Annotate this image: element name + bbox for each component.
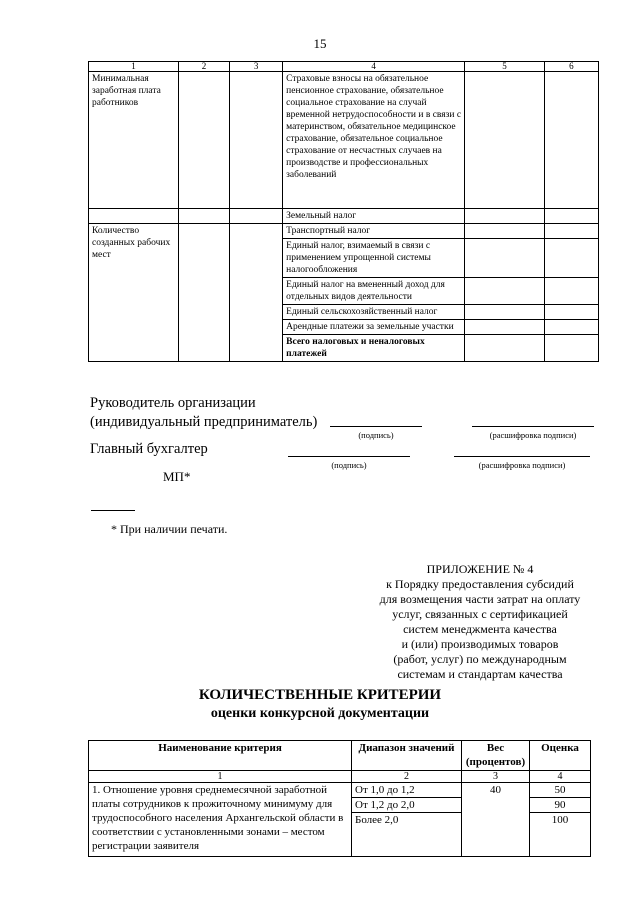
appendix-line: услуг, связанных с сертификацией (392, 607, 568, 621)
criteria-subtitle: оценки конкурсной документации (210, 706, 430, 721)
head-label-line1: Руководитель организации (90, 395, 256, 411)
chief-accountant-label: Главный бухгалтер (90, 441, 208, 457)
footnote-separator (91, 510, 135, 511)
row-label: Арендные платежи за земельные участки (283, 320, 465, 335)
page-number: 15 (313, 36, 327, 51)
criteria-title: КОЛИЧЕСТВЕННЫЕ КРИТЕРИИ (198, 687, 442, 703)
range-value: От 1,0 до 1,2 (352, 783, 462, 798)
row-label: Единый налог на вмененный доход для отдельных видов деятельности (283, 278, 465, 305)
group-label-jobs: Количество созданных рабочих мест (89, 224, 179, 362)
head-transcript-line (472, 426, 594, 427)
appendix-line: для возмещения части затрат на оплату (379, 592, 581, 606)
header-score: Оценка (530, 741, 591, 771)
col-number: 4 (283, 62, 465, 72)
accountant-transcript-line (454, 456, 590, 457)
range-value: Более 2,0 (352, 813, 462, 857)
footnote: * При наличии печати. (111, 522, 228, 536)
criterion-text: 1. Отношение уровня среднемесячной заработной платы сотрудников к прожиточному минимуму для трудоспособного населения Архангельской области в соответствии с установленными зонами – местом регистрации заявителя (89, 783, 352, 857)
head-signature-line (330, 426, 422, 427)
appendix-block (360, 562, 600, 682)
criteria-number-row (89, 771, 591, 783)
header-criterion: Наименование критерия (89, 741, 352, 771)
transcript-caption: (расшифровка подписи) (489, 430, 577, 440)
col-number: 2 (352, 771, 462, 783)
table-row (89, 224, 599, 239)
appendix-line: системам и стандартам качества (397, 667, 563, 681)
score-value: 100 (530, 813, 591, 857)
col-number: 1 (89, 771, 352, 783)
appendix-line: к Порядку предоставления субсидий (386, 577, 574, 591)
transcript-caption: (расшифровка подписи) (478, 460, 566, 470)
group-label-min-wage: Минимальная заработная плата работников (89, 72, 179, 209)
col-number: 1 (89, 62, 179, 72)
col-number: 6 (544, 62, 598, 72)
col-number: 2 (178, 62, 229, 72)
criteria-header-row (89, 741, 591, 771)
row-label: Единый налог, взимаемый в связи с применением упрощенной системы налогообложения (283, 239, 465, 278)
table-row (89, 209, 599, 224)
col-number: 3 (230, 62, 283, 72)
appendix-title: ПРИЛОЖЕНИЕ № 4 (426, 562, 534, 576)
criteria-table (88, 740, 591, 857)
header-weight: Вес (процентов) (462, 741, 530, 771)
appendix-line: систем менеджмента качества (403, 622, 557, 636)
row-label: Земельный налог (283, 209, 465, 224)
row-label: Страховые взносы на обязательное пенсионное страхование, обязательное социальное страхование на случай временной нетрудоспособности и в связи с материнством, обязательное медицинское страхование, обязательное социальное страхование от несчастных случаев на производстве и профессиональных заболеваний (283, 72, 465, 209)
score-value: 50 (530, 783, 591, 798)
table-row (89, 72, 599, 209)
stamp-place: МП* (163, 469, 191, 484)
weight-value: 40 (462, 783, 530, 857)
table-row (89, 783, 591, 798)
signature-caption: (подпись) (358, 430, 394, 440)
signature-caption: (подпись) (331, 460, 367, 470)
row-label: Транспортный налог (283, 224, 465, 239)
score-value: 90 (530, 798, 591, 813)
total-label: Всего налоговых и неналоговых платежей (283, 335, 465, 362)
header-range: Диапазон значений (352, 741, 462, 771)
accountant-signature-line (288, 456, 410, 457)
tax-table (88, 61, 599, 362)
appendix-line: (работ, услуг) по международным (393, 652, 567, 666)
appendix-line: и (или) производимых товаров (401, 637, 559, 651)
col-number: 4 (530, 771, 591, 783)
head-label-line2: (индивидуальный предприниматель) (90, 414, 318, 430)
tax-table-header-row (89, 62, 599, 72)
col-number: 5 (465, 62, 545, 72)
col-number: 3 (462, 771, 530, 783)
range-value: От 1,2 до 2,0 (352, 798, 462, 813)
row-label: Единый сельскохозяйственный налог (283, 305, 465, 320)
